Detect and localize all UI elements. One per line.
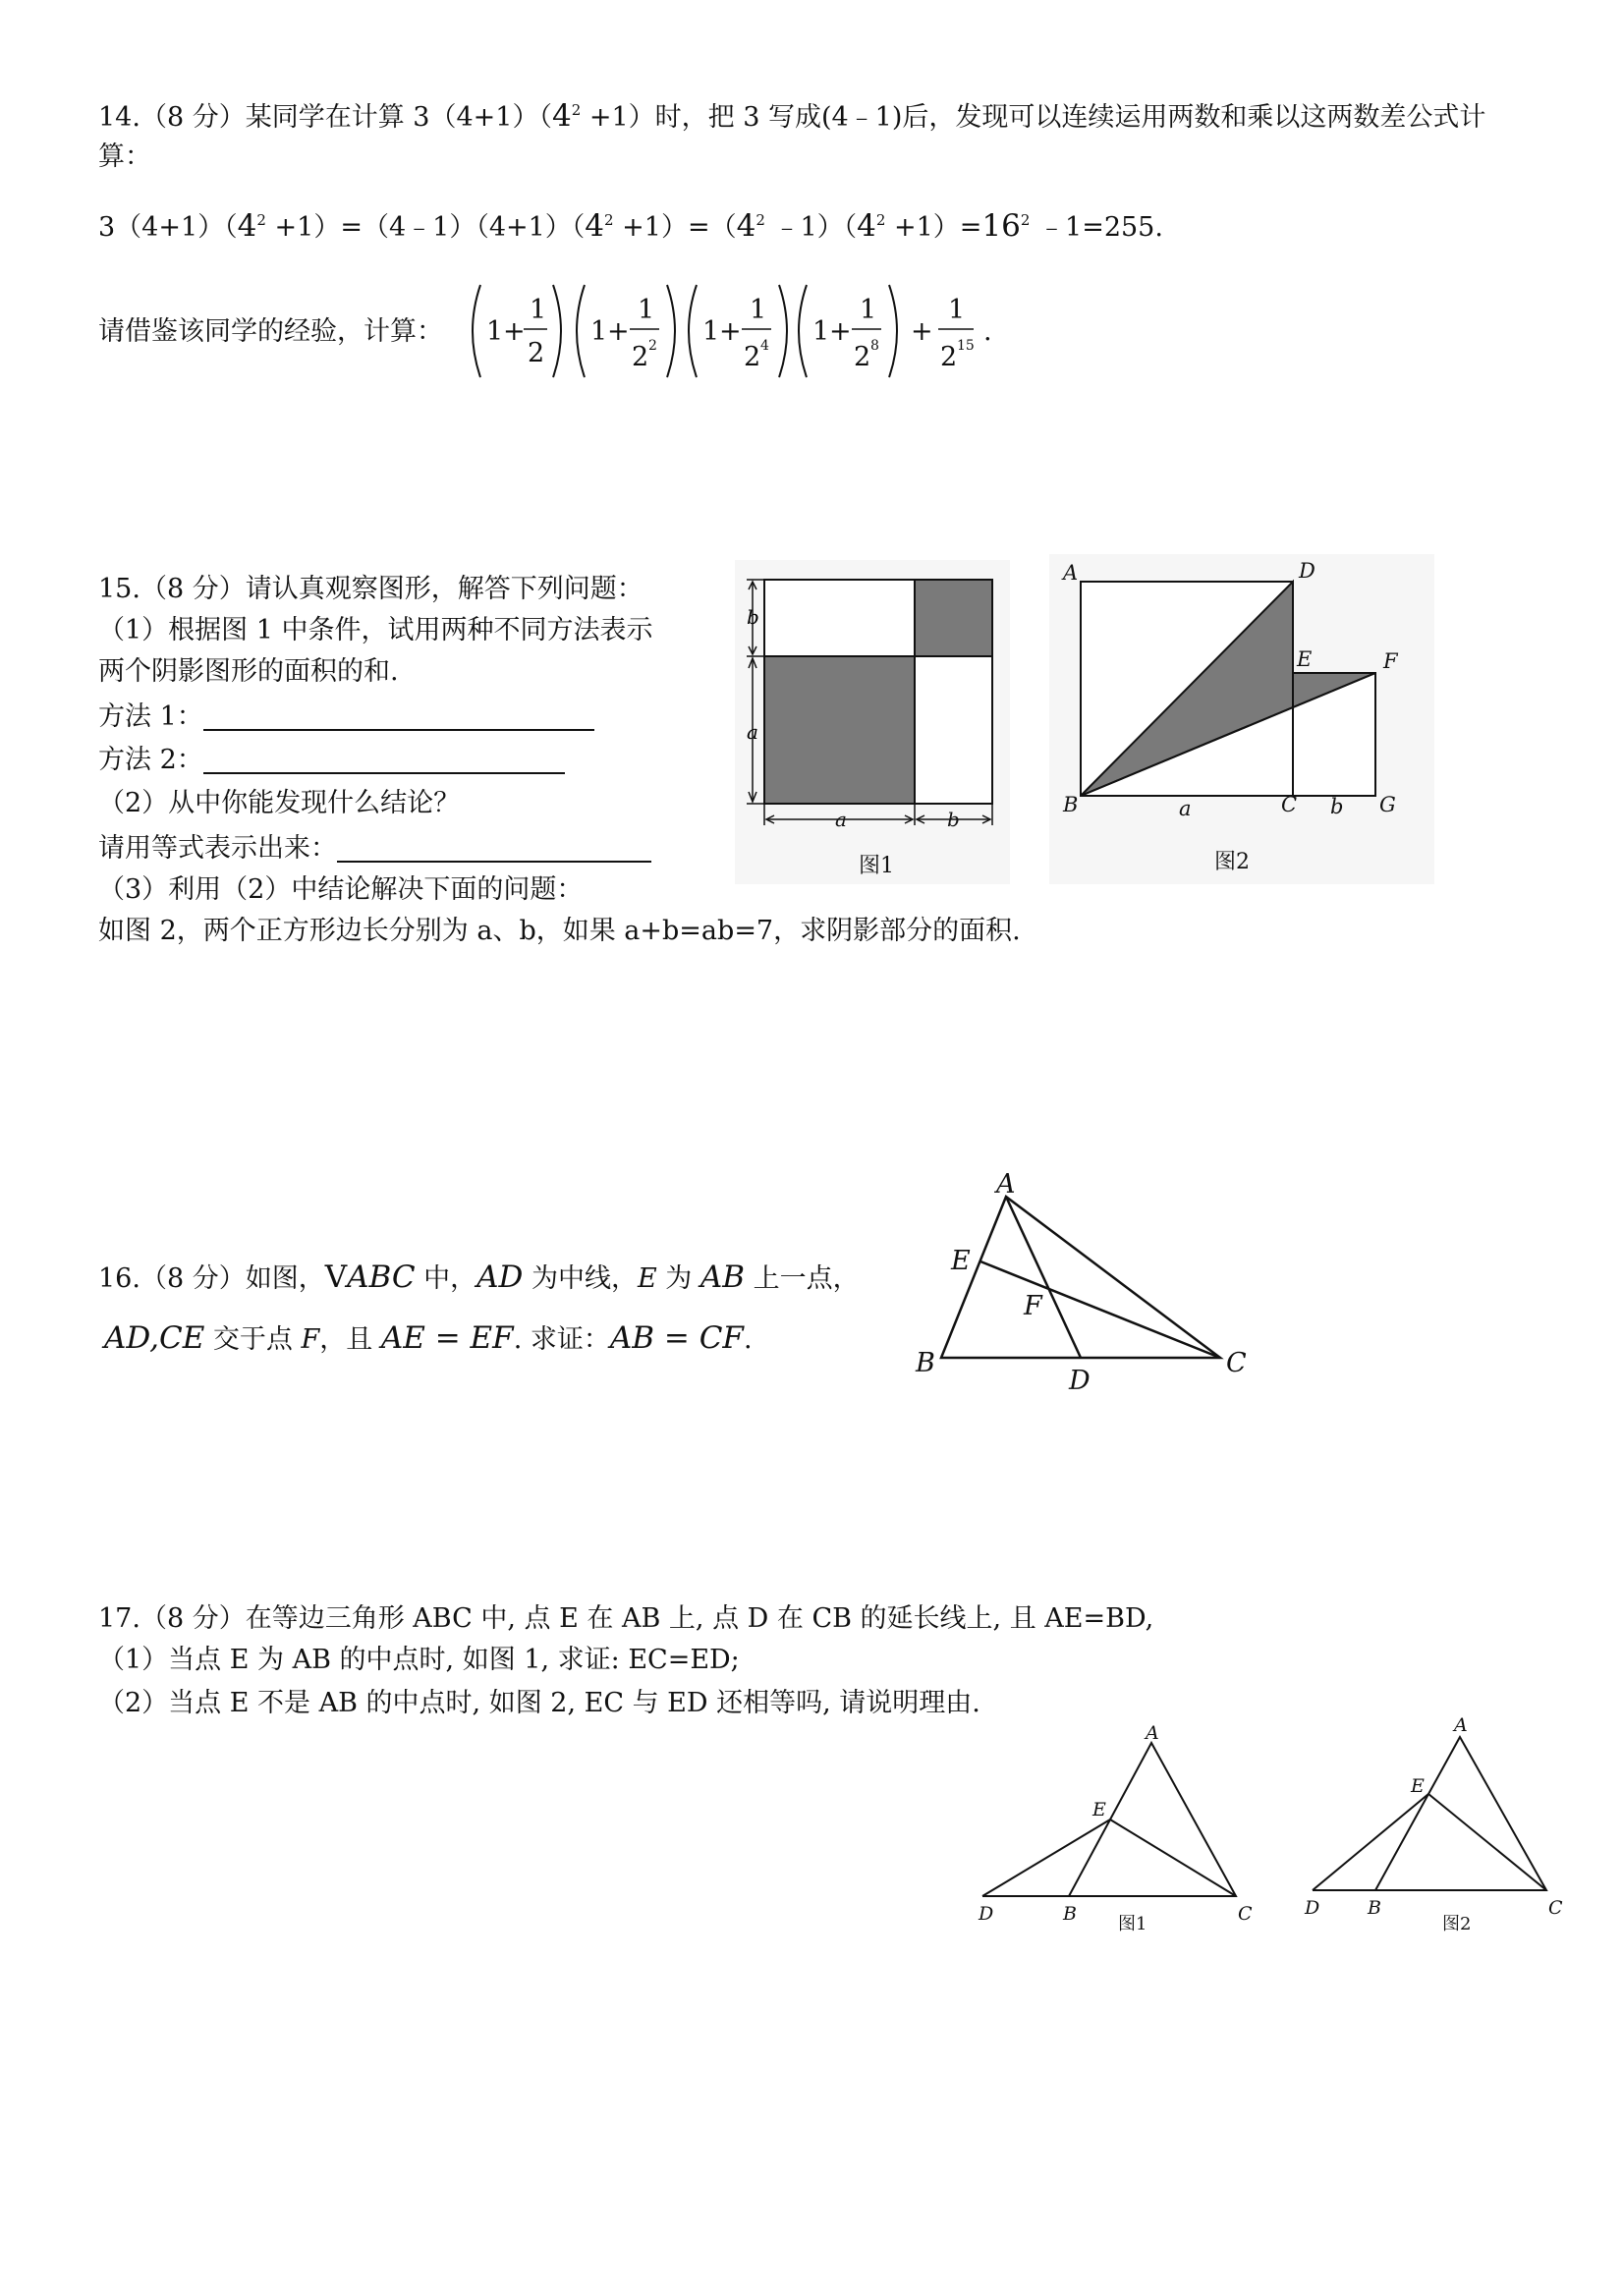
q14-eq-exp: 2 bbox=[1020, 211, 1031, 229]
q14-line1 bbox=[98, 98, 1485, 136]
q14-text-a: 14.（8 分）某同学在计算 3（4+1）（ bbox=[98, 102, 552, 133]
q15-title: 15.（8 分）请认真观察图形，解答下列问题： bbox=[98, 574, 644, 604]
q14-eq-part: +1）= bbox=[885, 212, 982, 243]
fig2-label-F: F bbox=[1383, 649, 1398, 673]
q14-expression bbox=[467, 277, 1017, 385]
q17f1-label-A: A bbox=[1146, 1722, 1159, 1744]
expr-den: 2 bbox=[632, 342, 649, 372]
shaded-large-square bbox=[764, 656, 915, 804]
answer-blank-equation[interactable] bbox=[337, 835, 651, 863]
expr-exp: 15 bbox=[957, 338, 975, 354]
answer-blank-method2[interactable] bbox=[203, 747, 565, 774]
q15-part2b-label: 请用等式表示出来： bbox=[98, 833, 337, 864]
q16-var: AD bbox=[476, 1260, 524, 1295]
q15-figure2 bbox=[1049, 554, 1434, 884]
q14-eq-part: ﹣1）（ bbox=[764, 212, 858, 243]
q14-eq-base: 4 bbox=[736, 208, 756, 244]
q16-var: E bbox=[638, 1263, 657, 1294]
q16-var: ABC bbox=[347, 1260, 416, 1295]
q17f1-label-B: B bbox=[1063, 1903, 1077, 1925]
q15-part2b bbox=[98, 831, 651, 867]
fig2-label-D: D bbox=[1299, 559, 1315, 583]
q14-task: 请借鉴该同学的经验，计算： bbox=[98, 316, 443, 347]
q16-text: . bbox=[743, 1324, 753, 1355]
q16-label-B: B bbox=[916, 1348, 935, 1378]
fig2-label-E: E bbox=[1297, 647, 1313, 671]
q17-line1: 17.（8 分）在等边三角形 ABC 中, 点 E 在 AB 上, 点 D 在 CB 的延长线上, 且 AE=BD, bbox=[98, 1603, 1154, 1634]
triangle-symbol: V bbox=[324, 1260, 348, 1295]
fig2-label-C: C bbox=[1281, 793, 1298, 816]
fig1-b-label-bottom: b bbox=[947, 808, 960, 831]
expr-exp: 8 bbox=[870, 338, 879, 354]
q16-figure bbox=[902, 1171, 1256, 1407]
q15-method2-label: 方法 2： bbox=[98, 745, 203, 775]
fig2-label-B: B bbox=[1063, 793, 1079, 816]
expr-exp: 2 bbox=[648, 338, 657, 354]
fig1-a-label-bottom: a bbox=[835, 808, 847, 831]
q16-text: 为中线， bbox=[523, 1263, 638, 1294]
fig2-caption: 图2 bbox=[1214, 850, 1250, 874]
expr-den: 2 bbox=[854, 342, 871, 372]
fig2-label-A: A bbox=[1063, 561, 1079, 585]
q14-eq-base: 4 bbox=[237, 208, 257, 244]
q17f2-caption: 图2 bbox=[1442, 1914, 1472, 1934]
q14-eq-part: ﹣1=255. bbox=[1030, 212, 1163, 243]
q16-label-F: F bbox=[1024, 1291, 1042, 1321]
q15-part1b: 两个阴影图形的面积的和. bbox=[98, 656, 399, 687]
q17f1-caption: 图1 bbox=[1118, 1914, 1147, 1934]
q16-label-E: E bbox=[951, 1246, 971, 1276]
fig2-a-label: a bbox=[1179, 797, 1192, 820]
q16-text: 为 bbox=[656, 1263, 700, 1294]
q14-eq-base: 4 bbox=[857, 208, 876, 244]
q16-label-C: C bbox=[1226, 1348, 1247, 1378]
expr-plus: + bbox=[911, 316, 933, 347]
q16-equation: AB = CF bbox=[609, 1320, 744, 1356]
q16-label-A: A bbox=[996, 1171, 1016, 1200]
q14-power-exp: 2 bbox=[571, 101, 582, 119]
q15-method1 bbox=[98, 700, 594, 735]
q14-eq-base: 4 bbox=[585, 208, 605, 244]
q16-var: AB bbox=[700, 1260, 746, 1295]
expr-den: 2 bbox=[940, 342, 958, 372]
q17f1-label-E: E bbox=[1092, 1799, 1106, 1820]
q17f2-label-B: B bbox=[1368, 1897, 1381, 1919]
q14-line2: 算： bbox=[98, 141, 151, 172]
q17f1-label-C: C bbox=[1238, 1903, 1253, 1925]
q16-text: 交于点 bbox=[204, 1324, 302, 1355]
q14-eq-exp: 2 bbox=[604, 211, 614, 229]
fig1-a-label-left: a bbox=[747, 720, 758, 744]
q14-text-b: +1）时，把 3 写成(4﹣1)后，发现可以连续运用两数和乘以这两数差公式计 bbox=[581, 102, 1486, 133]
q15-part3b: 如图 2，两个正方形边长分别为 a、b，如果 a+b=ab=7，求阴影部分的面积. bbox=[98, 916, 1021, 946]
expr-plus: + bbox=[607, 316, 630, 347]
q17f2-label-A: A bbox=[1454, 1714, 1468, 1736]
expr-plus: + bbox=[719, 316, 742, 347]
expr-den: 2 bbox=[528, 338, 545, 368]
q15-part3: （3）利用（2）中结论解决下面的问题： bbox=[98, 874, 584, 905]
expr-num: 1 bbox=[750, 295, 767, 325]
fig1-b-label-left: b bbox=[747, 605, 759, 629]
q16-label-D: D bbox=[1069, 1366, 1091, 1396]
expr-one: 1 bbox=[702, 316, 720, 347]
q14-eq-part: +1）=（ bbox=[613, 212, 737, 243]
q16-text: 上一点， bbox=[745, 1263, 860, 1294]
q16-text: . 求证： bbox=[513, 1324, 610, 1355]
q14-eq-exp: 2 bbox=[256, 211, 266, 229]
expr-end: . bbox=[983, 316, 992, 347]
q16-var: AD,CE bbox=[104, 1320, 205, 1356]
expr-one: 1 bbox=[812, 316, 830, 347]
expr-den: 2 bbox=[744, 342, 761, 372]
expr-plus: + bbox=[503, 316, 526, 347]
q15-part1a: （1）根据图 1 中条件，试用两种不同方法表示 bbox=[98, 615, 653, 645]
q15-method2 bbox=[98, 743, 565, 778]
q16-text: 16.（8 分）如图， bbox=[98, 1263, 325, 1294]
q14-eq-part: 3（4+1）（ bbox=[98, 212, 238, 243]
q15-part2: （2）从中你能发现什么结论？ bbox=[98, 788, 461, 818]
q15-figure1 bbox=[735, 560, 1010, 884]
q17-line2: （1）当点 E 为 AB 的中点时, 如图 1, 求证: EC=ED; bbox=[98, 1645, 740, 1675]
q17-figure2 bbox=[1295, 1711, 1590, 1937]
q17f2-label-D: D bbox=[1305, 1897, 1320, 1919]
answer-blank-method1[interactable] bbox=[203, 703, 594, 731]
q17f1-label-D: D bbox=[979, 1903, 994, 1925]
q14-equation bbox=[98, 208, 1163, 246]
expr-plus: + bbox=[829, 316, 852, 347]
expr-num: 1 bbox=[638, 295, 655, 325]
q14-eq-exp: 2 bbox=[756, 211, 765, 229]
fig1-caption: 图1 bbox=[859, 854, 894, 878]
fig2-b-label: b bbox=[1330, 795, 1344, 818]
q16-line2 bbox=[104, 1320, 753, 1358]
q16-var: F bbox=[301, 1324, 320, 1355]
fig2-label-G: G bbox=[1379, 793, 1396, 816]
q14-eq-part: +1）=（4﹣1）（4+1）（ bbox=[265, 212, 586, 243]
q16-text: ，且 bbox=[319, 1324, 381, 1355]
q16-equation: AE = EF bbox=[380, 1320, 514, 1356]
expr-one: 1 bbox=[590, 316, 608, 347]
q16-text: 中， bbox=[415, 1263, 477, 1294]
q16-line1 bbox=[98, 1260, 860, 1297]
expr-num: 1 bbox=[948, 295, 966, 325]
expr-exp: 4 bbox=[760, 338, 769, 354]
shaded-small-square bbox=[915, 580, 992, 656]
expr-num: 1 bbox=[530, 295, 547, 325]
q15-method1-label: 方法 1： bbox=[98, 701, 203, 732]
q14-power-base: 4 bbox=[551, 98, 572, 134]
q17-figure1 bbox=[973, 1721, 1267, 1937]
expr-num: 1 bbox=[860, 295, 877, 325]
q17f2-label-E: E bbox=[1411, 1775, 1425, 1797]
q17-line3: （2）当点 E 不是 AB 的中点时, 如图 2, EC 与 ED 还相等吗, 请说明理由. bbox=[98, 1688, 980, 1718]
q14-eq-exp: 2 bbox=[875, 211, 886, 229]
q14-eq-base: 16 bbox=[981, 208, 1021, 244]
q17f2-label-C: C bbox=[1548, 1897, 1563, 1919]
expr-one: 1 bbox=[486, 316, 504, 347]
